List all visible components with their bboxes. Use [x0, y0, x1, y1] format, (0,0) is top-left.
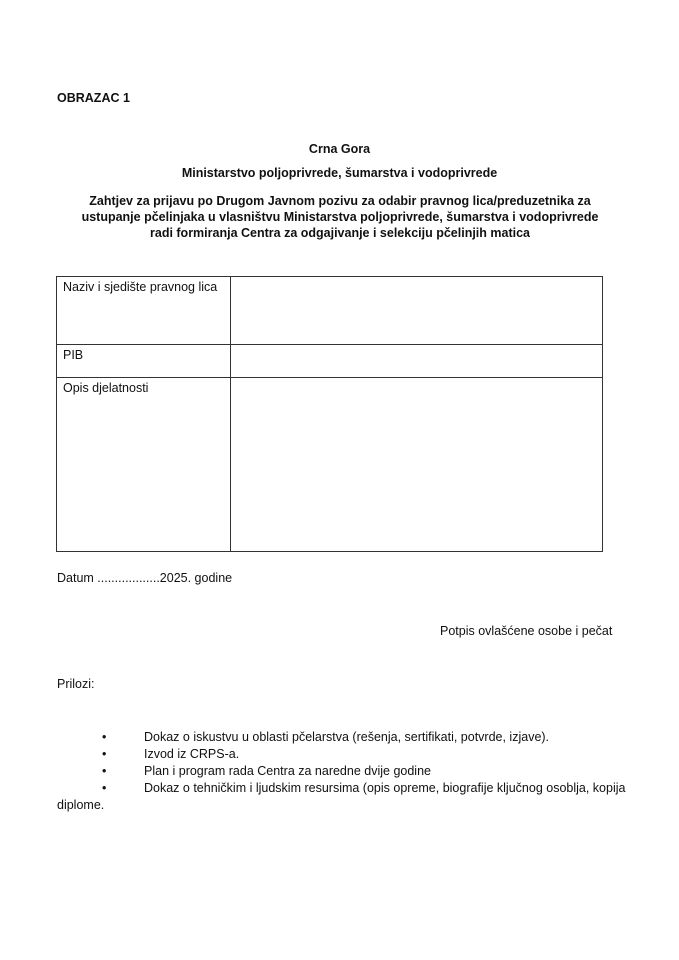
request-title-line: radi formiranja Centra za odgajivanje i selekciju pčelinjih matica: [150, 226, 530, 240]
bullet-icon: •: [102, 764, 107, 778]
bullet-icon: •: [102, 730, 107, 744]
attachments-list: [57, 729, 627, 814]
table-row: [57, 277, 603, 345]
table-row: [57, 378, 603, 552]
date-line: Datum ..................2025. godine: [57, 571, 233, 585]
country-heading: Crna Gora: [308, 142, 371, 156]
list-item: • Dokaz o iskustvu u oblasti pčelarstva (rešenja, sertifikati, potvrde, izjave).: [102, 730, 550, 744]
form-label: OBRAZAC 1: [57, 91, 130, 105]
pib-label: PIB: [57, 345, 231, 378]
table-row: [57, 345, 603, 378]
pib-field[interactable]: [231, 345, 603, 378]
bullet-icon: •: [102, 747, 107, 761]
activity-description-label: Opis djelatnosti: [57, 378, 231, 552]
request-title-line: Zahtjev za prijavu po Drugom Javnom pozivu za odabir pravnog lica/preduzetnika za: [89, 194, 591, 208]
request-title-line: ustupanje pčelinjaka u vlasništvu Ministarstva poljoprivrede, šumarstva i vodoprivrede: [81, 210, 599, 224]
bullet-icon: •: [102, 781, 107, 795]
attachments-label: Prilozi:: [57, 677, 95, 691]
list-item: • Izvod iz CRPS-a.: [102, 747, 240, 761]
signature-line: Potpis ovlašćene osobe i pečat: [440, 624, 613, 638]
list-item: • Dokaz o tehničkim i ljudskim resursima (opis opreme, biografije ključnog osoblja, kopija diplome.: [57, 781, 626, 812]
ministry-heading: Ministarstvo poljoprivrede, šumarstva i vodoprivrede: [181, 166, 498, 180]
request-title: [40, 193, 640, 241]
name-seat-label: Naziv i sjedište pravnog lica: [57, 277, 231, 345]
application-form-table: [56, 276, 603, 552]
activity-description-field[interactable]: [231, 378, 603, 552]
name-seat-field[interactable]: [231, 277, 603, 345]
list-item: • Plan i program rada Centra za naredne dvije godine: [102, 764, 431, 778]
